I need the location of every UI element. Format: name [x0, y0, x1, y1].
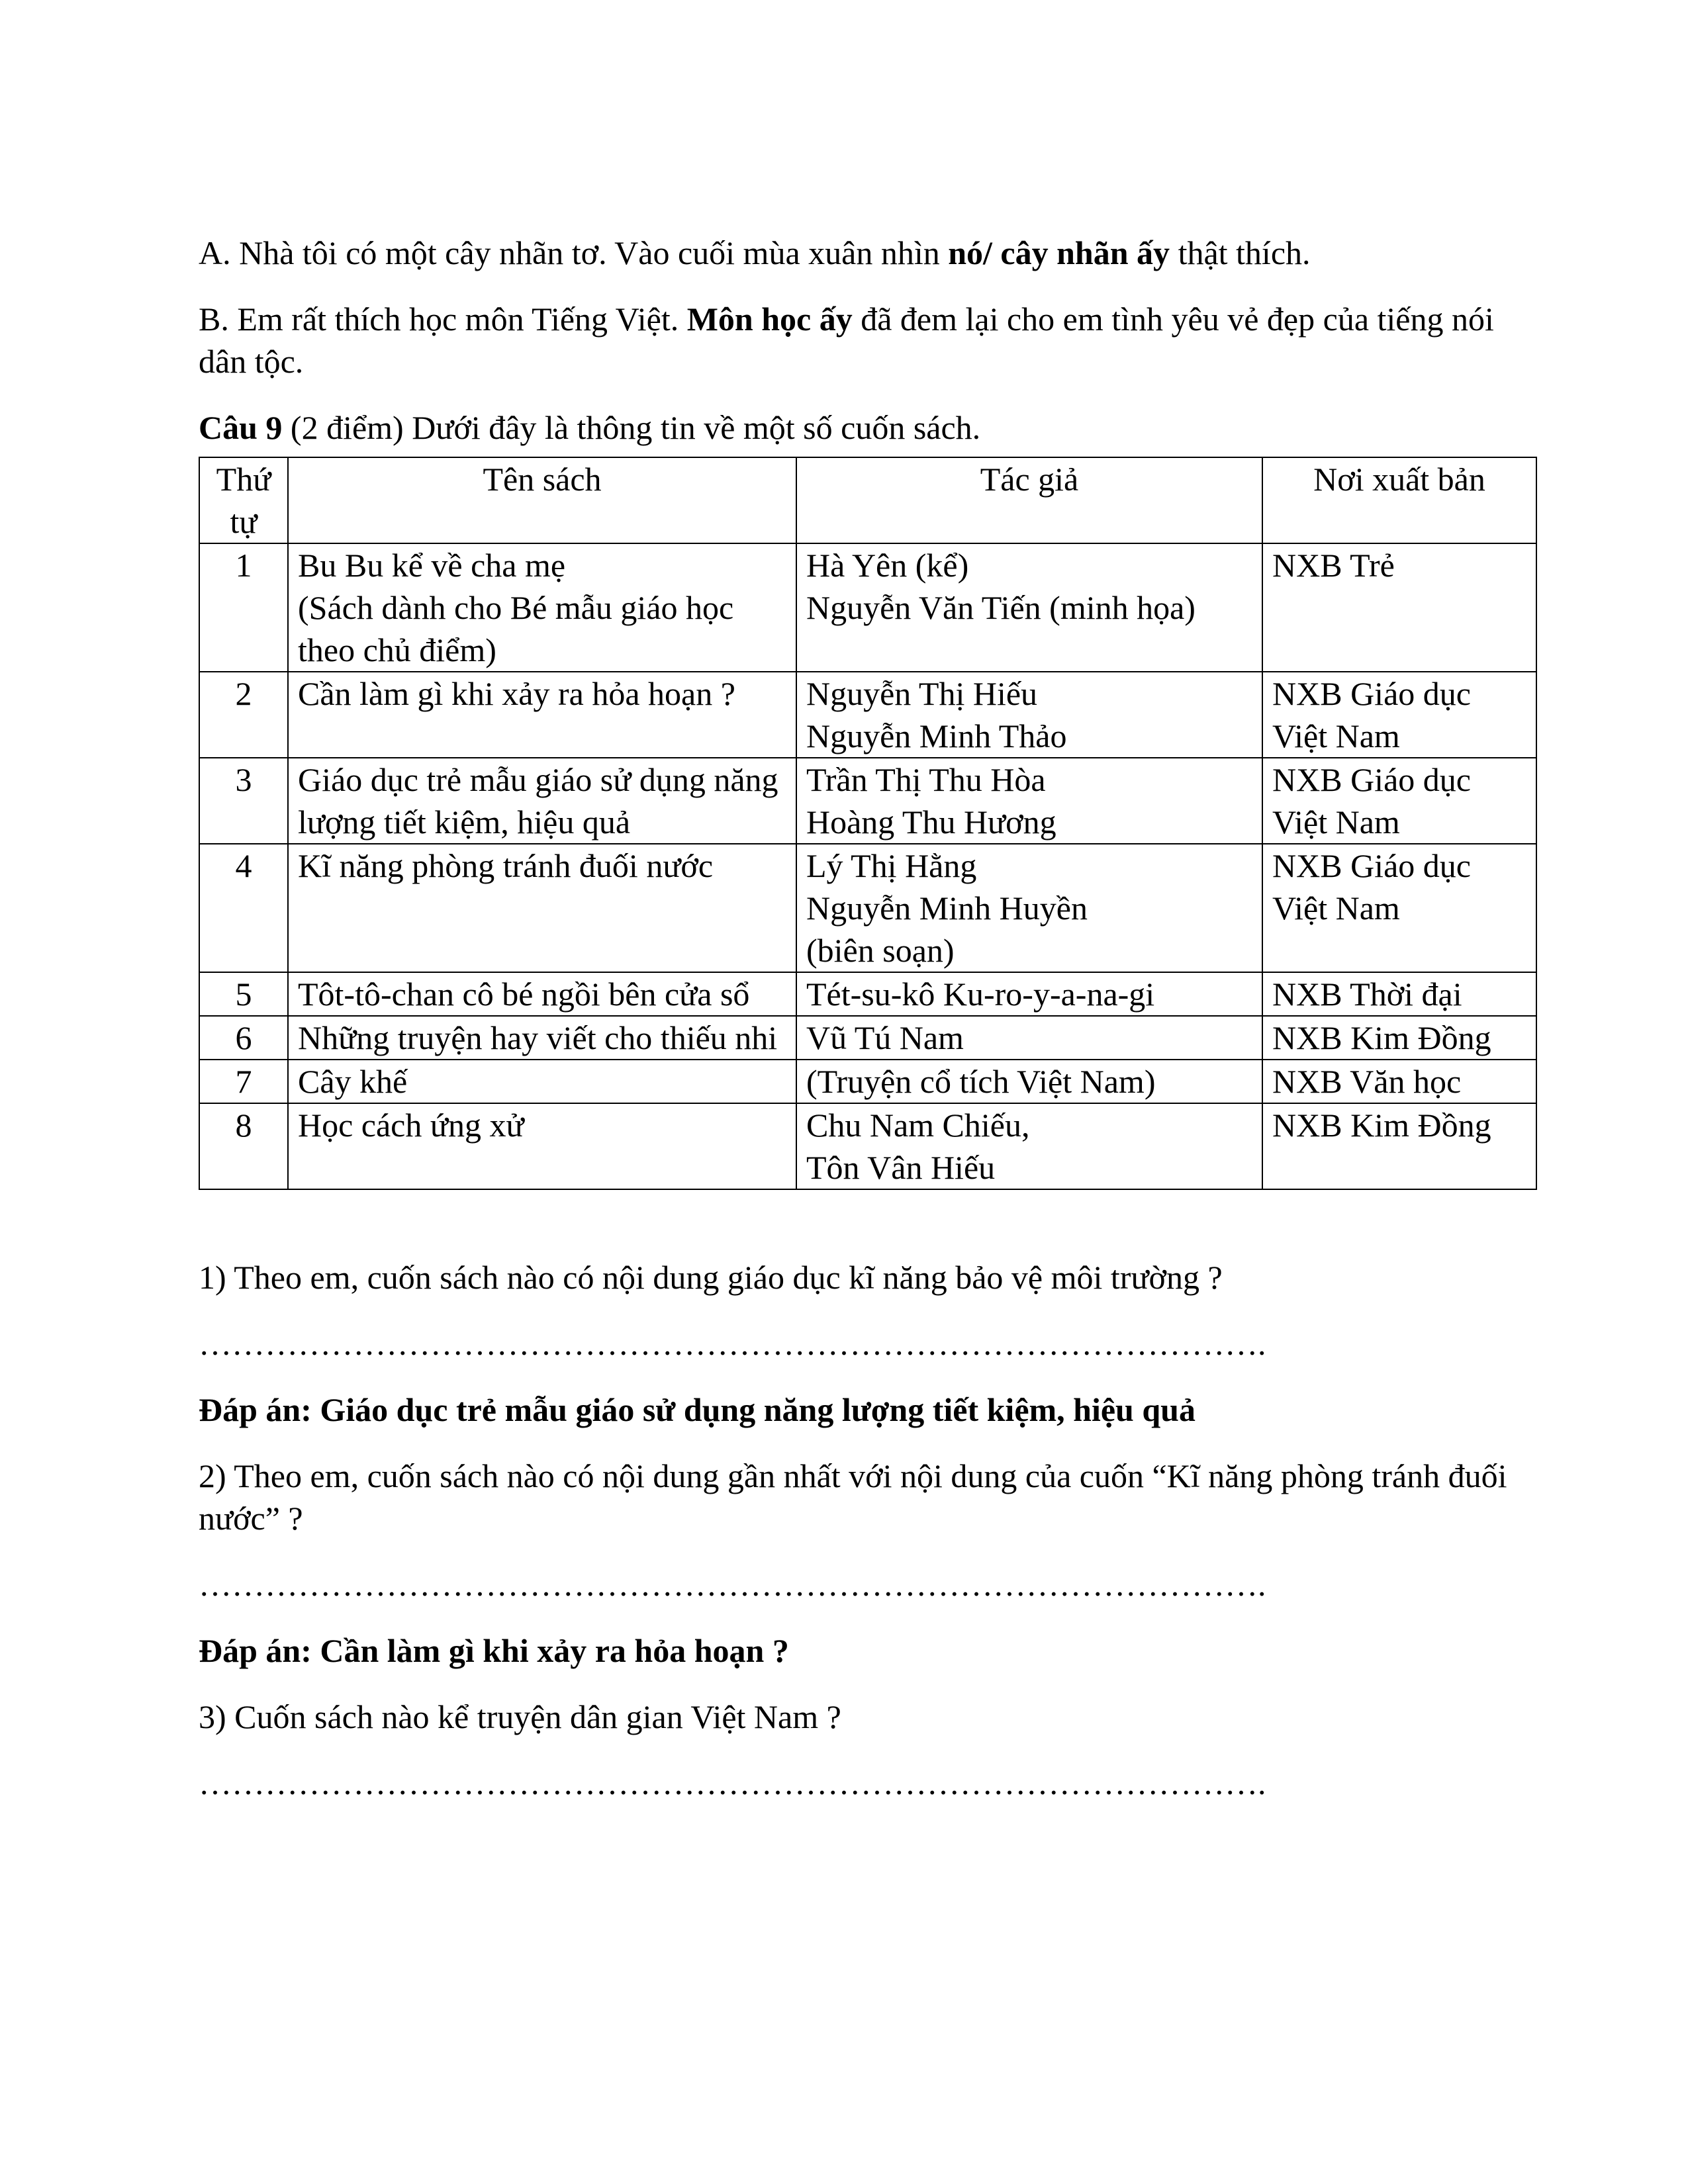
cell-author — [796, 1016, 1262, 1060]
cell-publisher — [1262, 543, 1536, 672]
question-3: 3) Cuốn sách nào kể truyện dân gian Việt Nam ? — [199, 1698, 841, 1735]
author-line: Nguyễn Thị Hiếu — [806, 675, 1038, 712]
bold-phrase-a: nó/ cây nhãn ấy — [948, 234, 1170, 271]
author-line: Chu Nam Chiếu, — [806, 1107, 1030, 1144]
table-row — [199, 1060, 1536, 1103]
cell-publisher — [1262, 972, 1536, 1016]
header-order: Thứ tự — [199, 457, 288, 543]
cell-publisher — [1262, 844, 1536, 972]
author-line: (Truyện cổ tích Việt Nam) — [806, 1063, 1156, 1100]
cell-author — [796, 543, 1262, 672]
question-2: 2) Theo em, cuốn sách nào có nội dung gần nhất với nội dung của cuốn “Kĩ năng phòng tránh đuối nước” ? — [199, 1457, 1507, 1537]
author-line: Trần Thị Thu Hòa — [806, 761, 1046, 798]
title-line: Giáo dục trẻ mẫu giáo sử dụng năng lượng tiết kiệm, hiệu quả — [298, 761, 778, 841]
cell-title — [288, 1103, 796, 1189]
cell-author — [796, 972, 1262, 1016]
row-number: 7 — [199, 1060, 288, 1103]
publisher-line: NXB Thời đại — [1272, 976, 1462, 1013]
cell-publisher — [1262, 1103, 1536, 1189]
cell-title — [288, 1060, 796, 1103]
answer-line-1: ……………………………………………………………………………………. — [199, 1325, 1266, 1362]
title-line: Kĩ năng phòng tránh đuối nước — [298, 847, 714, 884]
table-row — [199, 972, 1536, 1016]
author-line: Hà Yên (kể) — [806, 547, 969, 584]
publisher-line: NXB Văn học — [1272, 1063, 1462, 1100]
title-line: Tôt-tô-chan cô bé ngồi bên cửa sổ — [298, 976, 750, 1013]
cell-title — [288, 543, 796, 672]
cell-title — [288, 844, 796, 972]
cell-author — [796, 672, 1262, 758]
row-number: 8 — [199, 1103, 288, 1189]
bold-phrase-b: Môn học ấy — [686, 300, 853, 338]
answer-1: Đáp án: Giáo dục trẻ mẫu giáo sử dụng năng lượng tiết kiệm, hiệu quả — [199, 1391, 1196, 1428]
publisher-line: NXB Giáo dục Việt Nam — [1272, 847, 1471, 927]
author-line: Lý Thị Hằng — [806, 847, 977, 884]
document-page — [199, 232, 1536, 1804]
author-line: Nguyễn Văn Tiến (minh họa) — [806, 589, 1196, 626]
title-line: Cần làm gì khi xảy ra hỏa hoạn ? — [298, 675, 735, 712]
publisher-line: NXB Giáo dục Việt Nam — [1272, 761, 1471, 841]
paragraph-b: B. Em rất thích học môn Tiếng Việt. Môn học ấy đã đem lại cho em tình yêu vẻ đẹp của tiếng nói dân tộc. — [199, 300, 1494, 380]
answer-line-2: ……………………………………………………………………………………. — [199, 1566, 1266, 1603]
author-line: Tôn Vân Hiếu — [806, 1149, 996, 1186]
row-number: 2 — [199, 672, 288, 758]
cell-author — [796, 844, 1262, 972]
title-line: Những truyện hay viết cho thiếu nhi — [298, 1019, 778, 1056]
row-number: 1 — [199, 543, 288, 672]
answer-line-3: ……………………………………………………………………………………. — [199, 1764, 1266, 1801]
title-line: Học cách ứng xử — [298, 1107, 524, 1144]
cell-author — [796, 1103, 1262, 1189]
table-row — [199, 543, 1536, 672]
author-line: Nguyễn Minh Huyền — [806, 889, 1088, 927]
row-number: 3 — [199, 758, 288, 844]
table-header-row — [199, 457, 1536, 543]
answer-2: Đáp án: Cần làm gì khi xảy ra hỏa hoạn ? — [199, 1632, 789, 1669]
cell-publisher — [1262, 672, 1536, 758]
paragraph-a: A. Nhà tôi có một cây nhãn tơ. Vào cuối mùa xuân nhìn nó/ cây nhãn ấy thật thích. — [199, 234, 1311, 271]
row-number: 5 — [199, 972, 288, 1016]
books-table — [199, 457, 1537, 1190]
author-line: (biên soạn) — [806, 932, 955, 969]
question-9-heading: Câu 9 (2 điểm) Dưới đây là thông tin về một số cuốn sách. — [199, 409, 981, 446]
publisher-line: NXB Trẻ — [1272, 547, 1395, 584]
question-1: 1) Theo em, cuốn sách nào có nội dung giáo dục kĩ năng bảo vệ môi trường ? — [199, 1259, 1223, 1296]
table-row — [199, 1103, 1536, 1189]
publisher-line: NXB Kim Đồng — [1272, 1019, 1491, 1056]
title-line: Cây khế — [298, 1063, 408, 1100]
publisher-line: NXB Giáo dục Việt Nam — [1272, 675, 1471, 754]
cell-publisher — [1262, 1016, 1536, 1060]
cell-title — [288, 972, 796, 1016]
table-row — [199, 844, 1536, 972]
author-line: Vũ Tú Nam — [806, 1019, 964, 1056]
cell-publisher — [1262, 758, 1536, 844]
author-line: Nguyễn Minh Thảo — [806, 717, 1067, 754]
cell-title — [288, 1016, 796, 1060]
table-row — [199, 1016, 1536, 1060]
cell-author — [796, 758, 1262, 844]
cell-title — [288, 672, 796, 758]
table-row — [199, 758, 1536, 844]
author-line: Hoàng Thu Hương — [806, 803, 1056, 841]
row-number: 4 — [199, 844, 288, 972]
header-publisher: Nơi xuất bản — [1262, 457, 1536, 543]
cell-title — [288, 758, 796, 844]
row-number: 6 — [199, 1016, 288, 1060]
header-title: Tên sách — [288, 457, 796, 543]
title-line: (Sách dành cho Bé mẫu giáo học theo chủ điểm) — [298, 589, 734, 668]
author-line: Tét-su-kô Ku-ro-y-a-na-gi — [806, 976, 1155, 1013]
cell-publisher — [1262, 1060, 1536, 1103]
table-row — [199, 672, 1536, 758]
header-author: Tác giả — [796, 457, 1262, 543]
cell-author — [796, 1060, 1262, 1103]
publisher-line: NXB Kim Đồng — [1272, 1107, 1491, 1144]
title-line: Bu Bu kể về cha mẹ — [298, 547, 566, 584]
